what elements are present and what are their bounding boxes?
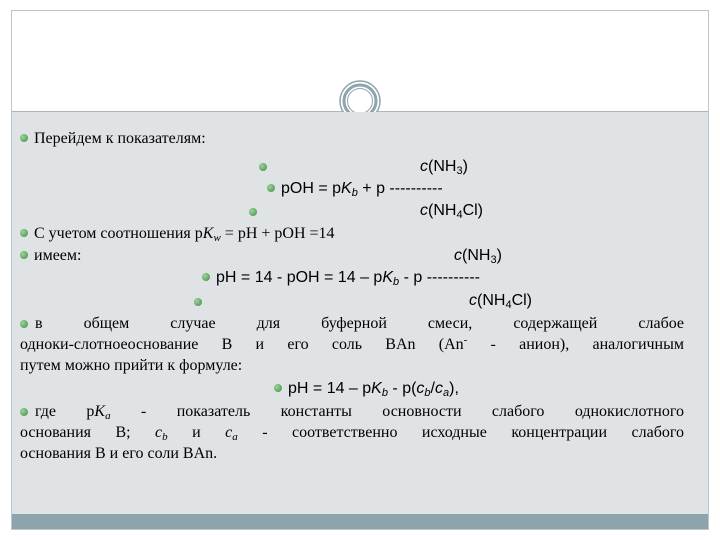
k-symbol: K <box>202 225 214 242</box>
formula-c-nh4cl <box>420 201 483 220</box>
formula-poh <box>267 179 443 198</box>
k-symbol: K <box>341 180 352 197</box>
content-area <box>12 112 708 514</box>
formula-c-nh4cl-2 <box>469 291 532 310</box>
line5-text: имеем: <box>34 247 82 264</box>
subscript: 3 <box>456 165 463 177</box>
bullet-icon <box>274 384 282 392</box>
c-symbol: c <box>454 247 462 264</box>
c-symbol: c <box>469 292 477 309</box>
and-text: и <box>167 424 226 441</box>
b-subscript: b <box>393 276 400 288</box>
subscript: 4 <box>456 209 463 221</box>
k-symbol: K <box>382 269 393 286</box>
para2-line2 <box>20 423 684 442</box>
ca-subscript: a <box>443 387 450 399</box>
b-subscript: b <box>351 187 358 199</box>
ca-symbol: c <box>225 424 233 441</box>
nh-text: (NH <box>428 158 457 175</box>
nh-text: (NH <box>428 202 457 219</box>
superscript: - <box>463 334 468 346</box>
bullet-icon <box>20 320 28 328</box>
line4-pre: С учетом соотношения p <box>34 225 203 242</box>
b-subscript: b <box>381 387 388 399</box>
f-end: ), <box>449 380 459 397</box>
cb-subscript: b <box>424 387 431 399</box>
close-paren: ) <box>496 247 502 264</box>
k-symbol: K <box>94 403 106 420</box>
cb-symbol: c <box>155 424 163 441</box>
footer-bar <box>12 514 708 529</box>
bullet-icon <box>20 251 28 259</box>
bullet-icon <box>259 163 267 171</box>
poh-pre: pOH = p <box>281 180 342 197</box>
cb-symbol: c <box>416 380 425 397</box>
text-line-4 <box>20 224 335 243</box>
para2-line3: основания В и его соли BAn. <box>20 445 218 462</box>
close-paren: ) <box>462 158 468 175</box>
nh-text: (NH <box>462 247 491 264</box>
subscript: 4 <box>505 299 512 311</box>
line1-text: Перейдем к показателям: <box>34 130 206 147</box>
nh-text: (NH <box>477 292 506 309</box>
bullet-icon <box>20 229 28 237</box>
bullet-icon <box>20 408 28 416</box>
para1-line2 <box>20 335 684 354</box>
para1-line3: путем можно прийти к формуле: <box>20 357 243 374</box>
para2-line2-pre: основания В; <box>20 424 156 441</box>
para1-line2-pre: одноки-слотноеоснование В и его соль BAn (An <box>20 336 464 353</box>
a-subscript: a <box>105 410 111 422</box>
formula-final <box>274 379 459 398</box>
close-paren: Cl) <box>511 292 532 309</box>
slash: / <box>430 380 435 397</box>
bullet-icon <box>20 134 28 142</box>
ca-symbol: c <box>435 380 443 397</box>
ca-subscript: a <box>232 431 238 443</box>
ph-pre: pH = 14 - pOH = 14 – p <box>216 269 383 286</box>
c-symbol: c <box>420 158 428 175</box>
bullet-icon <box>267 184 275 192</box>
para1-line1: в общем случае для буферной смеси, содержащей слабое <box>35 315 684 332</box>
f-pre: pH = 14 – p <box>288 380 372 397</box>
bullet-icon <box>249 208 257 216</box>
k-symbol: K <box>371 380 382 397</box>
c-symbol: c <box>420 202 428 219</box>
subscript: 3 <box>490 254 497 266</box>
close-paren: Cl) <box>462 202 483 219</box>
ph-post: - p ---------- <box>399 269 480 286</box>
para1-line2-post: - анион), аналогичным <box>467 336 684 353</box>
para2-line1 <box>35 402 684 421</box>
para2-line2-post: - соответственно исходные концентрации слабого <box>237 424 684 441</box>
bullet-icon <box>194 298 202 306</box>
formula-c-nh3 <box>420 157 468 176</box>
bullet-icon <box>202 273 210 281</box>
formula-c-nh3-2 <box>454 246 502 265</box>
slide <box>11 10 709 530</box>
text-line-5 <box>20 246 81 265</box>
f-mid: - p( <box>387 380 417 397</box>
para2-pre: где p <box>35 403 95 420</box>
para2-post: - показатель константы основности слабого однокислотного <box>110 403 684 420</box>
formula-ph <box>202 268 480 287</box>
cb-subscript: b <box>162 431 168 443</box>
w-subscript: w <box>213 232 221 244</box>
line4-post: = pH + pOH =14 <box>220 225 335 242</box>
poh-post: + p ---------- <box>357 180 443 197</box>
text-line-1 <box>20 129 206 148</box>
